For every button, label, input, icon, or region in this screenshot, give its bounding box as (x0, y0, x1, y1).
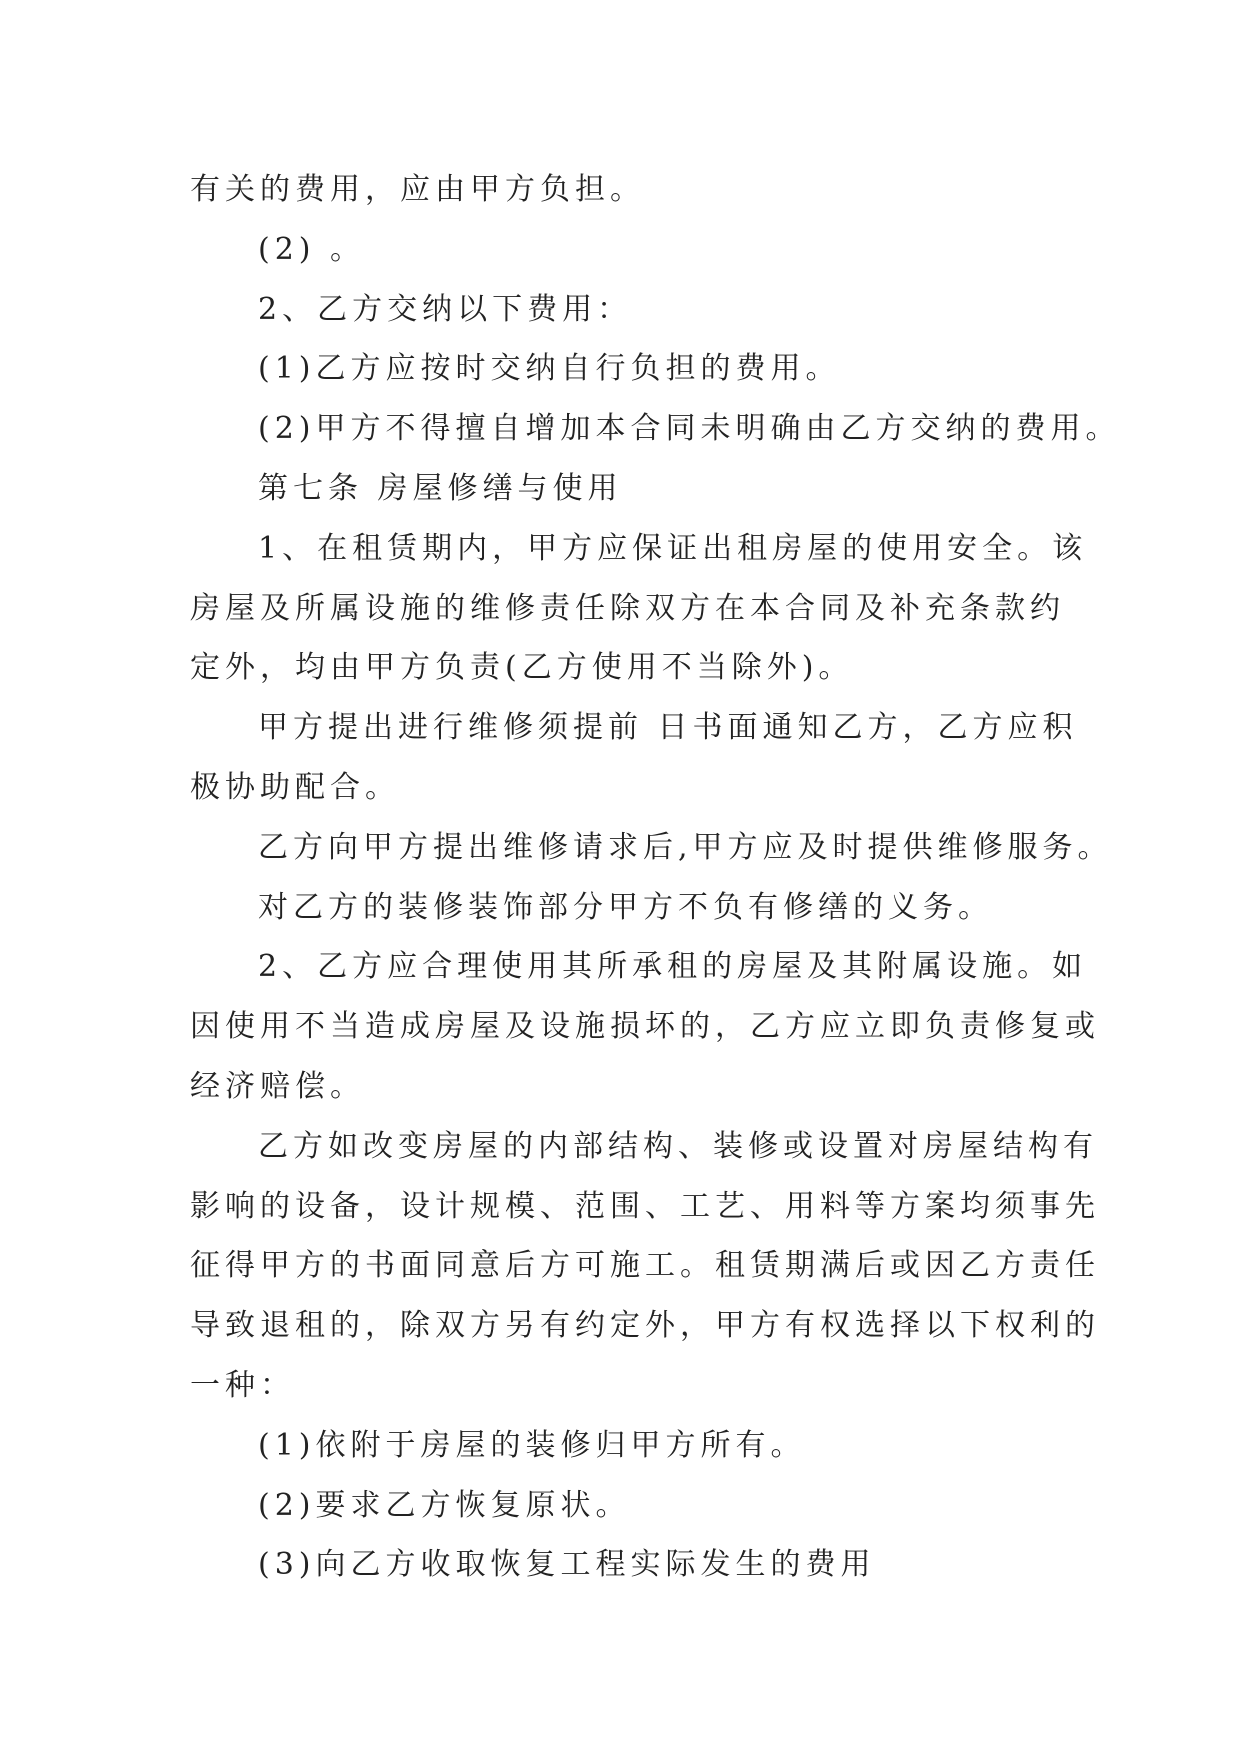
text-line: 2、乙方应合理使用其所承租的房屋及其附属设施。如 (258, 949, 1088, 985)
text-line: 乙方向甲方提出维修请求后,甲方应及时提供维修服务。 (258, 829, 1113, 865)
text-line: 导致退租的，除双方另有约定外，甲方有权选择以下权利的 (190, 1308, 1100, 1344)
text-line: 经济赔偿。 (190, 1068, 365, 1104)
text-line: 对乙方的装修装饰部分甲方不负有修缮的义务。 (258, 889, 993, 925)
text-line: (1)乙方应按时交纳自行负担的费用。 (258, 351, 841, 387)
text-line: 影响的设备，设计规模、范围、工艺、用料等方案均须事先 (190, 1188, 1100, 1224)
body-text (190, 160, 1121, 1595)
text-line: (2) 。 (258, 231, 366, 267)
text-line: 因使用不当造成房屋及设施损坏的，乙方应立即负责修复或 (190, 1009, 1100, 1045)
text-line: 定外，均由甲方负责(乙方使用不当除外)。 (190, 650, 854, 686)
text-line: (2)甲方不得擅自增加本合同未明确由乙方交纳的费用。 (258, 411, 1121, 447)
text-line: 有关的费用，应由甲方负担。 (190, 172, 645, 207)
text-line: 房屋及所属设施的维修责任除双方在本合同及补充条款约 (190, 590, 1065, 626)
text-line: 乙方如改变房屋的内部结构、装修或设置对房屋结构有 (258, 1128, 1098, 1164)
text-line: 2、乙方交纳以下费用： (258, 291, 633, 327)
text-line: 一种： (190, 1367, 295, 1403)
text-line: 征得甲方的书面同意后方可施工。租赁期满后或因乙方责任 (190, 1248, 1100, 1284)
section-heading: 第七条 房屋修缮与使用 (258, 470, 623, 506)
text-line: 甲方提出进行维修须提前 日书面通知乙方，乙方应积 (258, 710, 1078, 746)
text-line: (3)向乙方收取恢复工程实际发生的费用 (258, 1547, 876, 1583)
text-line: 1、在租赁期内，甲方应保证出租房屋的使用安全。该 (258, 530, 1088, 566)
text-line: 极协助配合。 (190, 769, 400, 805)
text-line: (1)依附于房屋的装修归甲方所有。 (258, 1427, 806, 1463)
text-line: (2)要求乙方恢复原状。 (258, 1487, 631, 1523)
